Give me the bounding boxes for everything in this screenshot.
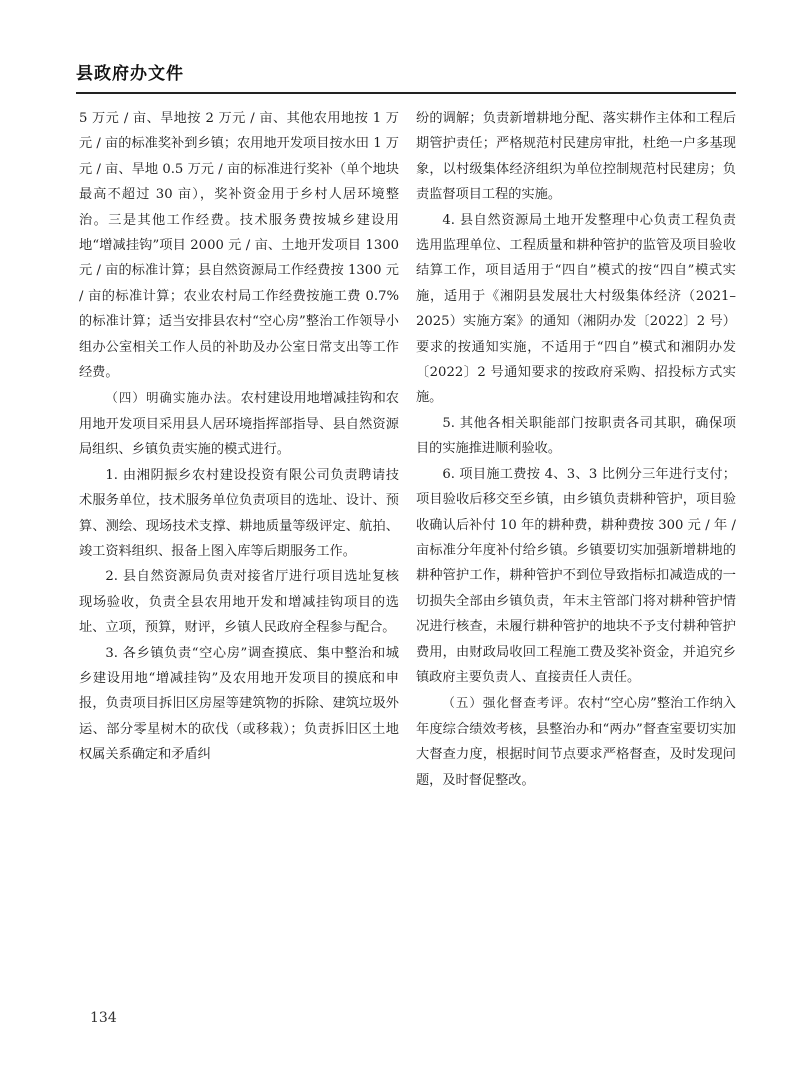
section-5-paragraph bbox=[416, 690, 736, 793]
section-5-body: 农村“空心房”整治工作纳入年度综合绩效考核，县整治办和“两办”督查室要切实加大督查力度，根据时间节点要求严格督查，及时发现问题，及时督促整改。 bbox=[416, 696, 736, 788]
page-header bbox=[76, 62, 736, 94]
list-item-1: 1. 由湘阴振乡农村建设投资有限公司负责聘请技术服务单位，技术服务单位负责项目的选址、设计、预算、测绘、现场技术支撑、耕地质量等级评定、航拍、竣工资料组织、报备上图入库等后期服务工作。 bbox=[79, 467, 399, 559]
section-4-paragraph bbox=[79, 385, 399, 462]
list-item-4: 4. 县自然资源局土地开发整理中心负责工程负责选用监理单位、工程质量和耕种管护的监管及项目验收结算工作，项目适用于“四自”模式的按“四自”模式实施，适用于《湘阴县发展壮大村级集体经济（2021–2025）实施方案》的通知（湘阴办发〔2022〕2 号）要求的按通知实施，不适用于“四自”模式和湘阴办发〔2022〕2 号通知要求的按政府采购、招投标方式实施。 bbox=[416, 212, 736, 406]
paragraph-funding-standards: 5 万元 / 亩、旱地按 2 万元 / 亩、其他农用地按 1 万元 / 亩的标准奖补到乡镇；农用地开发项目按水田 1 万元 / 亩、旱地 0.5 万元 / 亩的标准进行奖补（单个地块最高不超过 30 亩），奖补资金用于乡村人居环境整治。三是其他工作经费。技术服务费按城乡建设用地“增减挂钩”项目 2000 元 / 亩、土地开发项目 1300 元 / 亩的标准计算；县自然资源局工作经费按 1300 元 / 亩的标准计算；农业农村局工作经费按施工费 0.7% 的标准计算；适当安排县农村“空心房”整治工作领导小组办公室相关工作人员的补助及办公室日常支出等工作经费。 bbox=[79, 111, 399, 381]
list-item-5: 5. 其他各相关职能部门按职责各司其职，确保项目的实施推进顺利验收。 bbox=[416, 415, 736, 457]
list-item-6: 6. 项目施工费按 4、3、3 比例分三年进行支付；项目验收后移交至乡镇，由乡镇负责耕种管护，项目验收确认后补付 10 年的耕种费，耕种费按 300 元 / 年 / 亩标准分年度补付给乡镇。乡镇要切实加强新增耕地的耕种管护工作，耕种管护不到位导致指标扣减造成的一切损失全部由乡镇负责，年末主管部门将对耕种管护情况进行核查，未履行耕种管护的地块不予支付耕种管护费用，由财政局收回工程施工费及奖补资金，并追究乡镇政府主要负责人、直接责任人责任。 bbox=[416, 466, 736, 685]
section-5-heading: （五）强化督查考评。 bbox=[442, 695, 578, 711]
list-item-3: 3. 各乡镇负责“空心房”调查摸底、集中整治和城乡建设用地“增减挂钩”及农用地开发项目的摸底和申报，负责项目拆旧区房屋等建筑物的拆除、建筑垃圾外运、部分零星树木的砍伐（或移栽）；负责拆旧区土地权属关系确定和矛盾纠 bbox=[79, 645, 399, 763]
list-item-3-continued: 纷的调解；负责新增耕地分配、落实耕作主体和工程后期管护责任；严格规范村民建房审批，杜绝一户多基现象，以村级集体经济组织为单位控制规范村民建房；负责监督项目工程的实施。 bbox=[416, 111, 736, 203]
section-4-heading: （四）明确实施办法。 bbox=[105, 390, 241, 406]
header-title: 县政府办文件 bbox=[76, 64, 184, 84]
section-4-body: 农村建设用地增减挂钩和农用地开发项目采用县人居环境指挥部指导、县自然资源局组织、乡镇负责实施的模式进行。 bbox=[79, 391, 399, 458]
header-divider bbox=[76, 92, 736, 94]
page-number: 134 bbox=[90, 1010, 117, 1026]
list-item-2: 2. 县自然资源局负责对接省厅进行项目选址复核现场验收，负责全县农用地开发和增减挂钩项目的选址、立项，预算，财评，乡镇人民政府全程参与配合。 bbox=[79, 569, 399, 636]
right-column bbox=[416, 106, 736, 793]
left-column bbox=[79, 106, 399, 768]
